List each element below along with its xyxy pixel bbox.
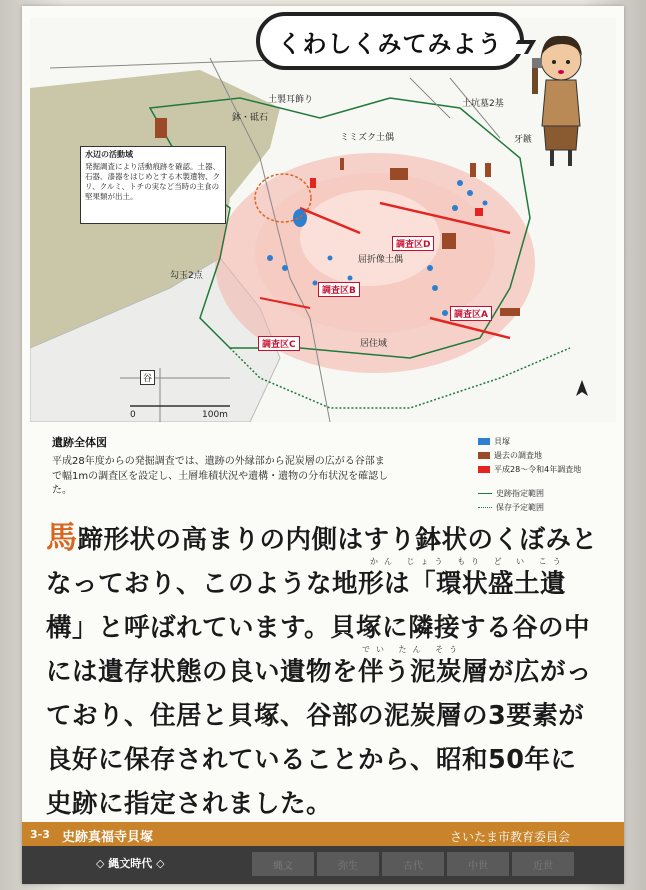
legend-item <box>478 500 618 514</box>
legend-swatch-recent <box>478 466 490 473</box>
label-earthen-ear: 土製耳飾り <box>268 95 314 105</box>
era-tabs <box>252 852 574 876</box>
ruby-deitan: でい たん そう <box>362 645 464 654</box>
legend-item <box>478 434 618 448</box>
main-body: 蹄形状の高まりの内側はすり鉢状のくぼみとなっており、このような地形は「環状盛土遺構」と呼ばれています。貝塚に隣接する谷の中には遺存状態の良い遺物を伴う泥炭層が広がっており、住居と貝塚、谷部の泥炭層の3要素が良好に保存されていることから、昭和50年に史跡に指定されました。 <box>46 525 598 819</box>
main-description <box>46 516 598 826</box>
survey-area-c: 調査区C <box>258 336 300 351</box>
legend-swatch-past <box>478 452 490 459</box>
legend-swatch-shell <box>478 438 490 445</box>
ruby-kanjou: かん じょう もり ど い こう <box>370 557 567 566</box>
activity-zone-callout <box>80 146 226 224</box>
callout-title: 水辺の活動域 <box>85 150 133 159</box>
label-magatama: 勾玉2点 <box>170 271 203 281</box>
legend-item <box>478 448 618 462</box>
survey-area-b: 調査区B <box>318 282 360 297</box>
era-tab: 中世 <box>447 852 509 876</box>
label-bent-figurine: 屈折像土偶 <box>358 255 404 265</box>
legend-label: 史跡指定範囲 <box>496 488 544 498</box>
organization: さいたま市教育委員会 <box>450 830 571 844</box>
era-tab: 弥生 <box>317 852 379 876</box>
lead-character: 馬 <box>46 520 78 556</box>
era-label: ◇ 縄文時代 ◇ <box>96 857 165 870</box>
label-bowl-stone: 鉢・砥石 <box>232 113 269 123</box>
map-legend <box>478 434 618 514</box>
label-pit-graves: 土坑墓2基 <box>462 99 504 109</box>
map-caption-title: 遺跡全体図 <box>52 436 107 449</box>
scale-zero: 0 <box>130 410 136 420</box>
site-map <box>30 18 616 422</box>
label-fang-tusk: 牙鏃 <box>514 135 533 145</box>
callout-body: 発掘調査により活動痕跡を確認。土器、石器、漆器をはじめとする木製遺物、クリ、クルミ、トチの実など当時の主食の堅果類が出土。 <box>85 161 220 202</box>
label-residential: 居住域 <box>360 339 388 349</box>
site-title: 史跡真福寺貝塚 <box>62 830 154 845</box>
survey-area-a: 調査区A <box>450 306 492 321</box>
label-worm-figurine: ミミズク土偶 <box>340 133 395 143</box>
speech-bubble: くわしくみてみよう <box>256 12 524 70</box>
legend-label: 保存予定範囲 <box>496 502 544 512</box>
legend-label: 過去の調査地 <box>494 450 542 460</box>
era-tab: 縄文 <box>252 852 314 876</box>
survey-area-d: 調査区D <box>392 236 434 251</box>
jomon-character-icon <box>532 30 590 168</box>
legend-label: 貝塚 <box>494 436 510 446</box>
legend-line-designated <box>478 493 492 494</box>
legend-line-planned <box>478 507 492 508</box>
era-tab: 近世 <box>512 852 574 876</box>
map-caption-body: 平成28年度からの発掘調査では、遺跡の外縁部から泥炭層の広がる谷部まで幅1mの調査区を設定し、土層堆積状況や遺構・遺物の分布状況を確認した。 <box>52 456 389 496</box>
legend-item <box>478 462 618 476</box>
legend-item <box>478 486 618 500</box>
label-valley: 谷 <box>140 370 155 385</box>
panel-number: 3-3 <box>30 828 50 841</box>
legend-label: 平成28〜令和4年調査地 <box>494 464 582 474</box>
era-tab: 古代 <box>382 852 444 876</box>
scale-label: 100m <box>202 410 228 420</box>
